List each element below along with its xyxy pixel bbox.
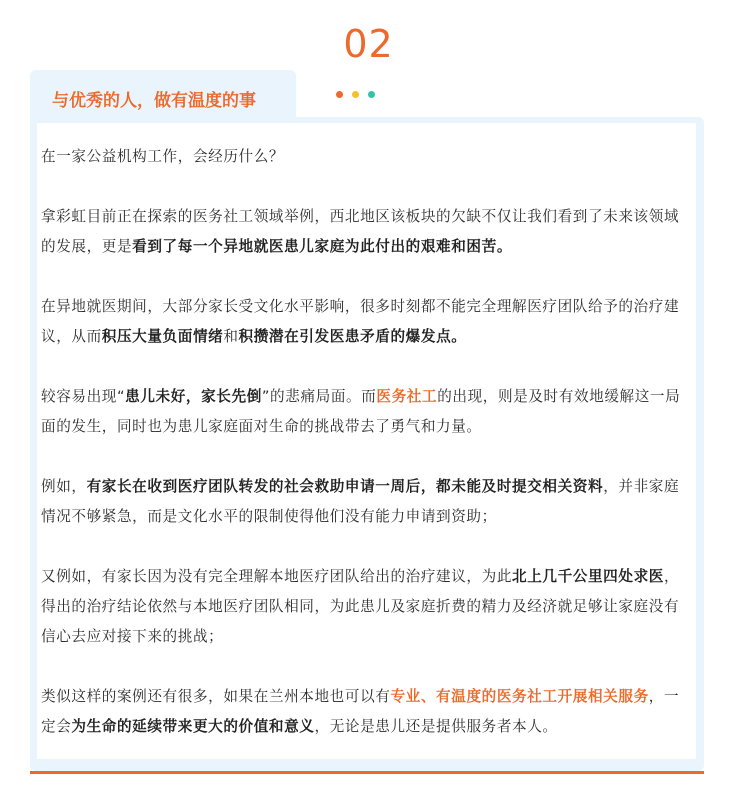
paragraph-1 — [41, 142, 691, 172]
text: 的出现，则是及时有效地缓解这一局面的发生，同时也为患儿家庭面对生命的挑战带去了勇气和力量。 — [41, 388, 681, 435]
text: 在异地就医期间，大部分家长受文化水平影响，很多时刻都不能完全理解医疗团队给予的治疗建议，从而 — [41, 298, 680, 345]
highlight-text: 专业、有温度的医务社工开展相关服务 — [390, 688, 649, 705]
bold-text: 患儿未好，家长先倒 — [125, 388, 262, 405]
bold-text: 看到了每一个异地就医患儿家庭为此付出的艰难和困苦。 — [132, 238, 513, 255]
text: ，无论是患儿还是提供服务者本人。 — [314, 718, 558, 735]
bold-text: 积压大量负面情绪 — [101, 328, 224, 345]
text: 拿彩虹目前正在探索的医务社工领域举例，西北地区该板块的欠缺不仅让我们看到了未来该领域的发展，更是 — [41, 208, 680, 255]
paragraph-3 — [41, 292, 691, 352]
text: 在一家公益机构工作，会经历什么？ — [41, 148, 285, 165]
dot-orange-icon — [336, 91, 343, 98]
text: 类似这样的案例还有很多，如果在兰州本地也可以有 — [41, 688, 391, 705]
bold-text: 有家长在收到医疗团队转发的社会救助申请一周后，都未能及时提交相关资料 — [86, 478, 604, 495]
section-number: 02 — [343, 22, 394, 66]
dot-yellow-icon — [352, 91, 359, 98]
highlight-text: 医务社工 — [376, 388, 438, 405]
section-title: 与优秀的人，做有温度的事 — [52, 91, 256, 111]
text: 又例如，有家长因为没有完全理解本地医疗团队给出的治疗建议，为此 — [41, 568, 513, 585]
text: 较容易出现“ — [41, 388, 126, 405]
bold-text: 积攒潜在引发医患矛盾的爆发点。 — [238, 328, 467, 345]
paragraph-5 — [41, 472, 691, 532]
text: ”的悲痛局面。而 — [261, 388, 377, 405]
paragraph-6 — [41, 562, 691, 652]
text: ，一定会 — [41, 688, 680, 735]
text: 和 — [223, 328, 239, 345]
paragraph-4 — [41, 382, 691, 442]
bold-text: 为生命的延续带来更大的价值和意义 — [71, 718, 315, 735]
paragraph-2 — [41, 202, 691, 262]
decorative-dots — [336, 91, 375, 98]
text: 例如， — [41, 478, 87, 495]
paragraph-7 — [41, 682, 691, 742]
bold-text: 北上几千公里四处求医 — [512, 568, 664, 585]
dot-teal-icon — [368, 91, 375, 98]
text: ，并非家庭情况不够紧急，而是文化水平的限制使得他们没有能力申请到资助； — [41, 478, 680, 525]
article-body — [41, 142, 691, 772]
text: ，得出的治疗结论依然与本地医疗团队相同，为此患儿及家庭折费的精力及经济就足够让家庭没有信心去应对接下来的挑战； — [41, 568, 680, 645]
